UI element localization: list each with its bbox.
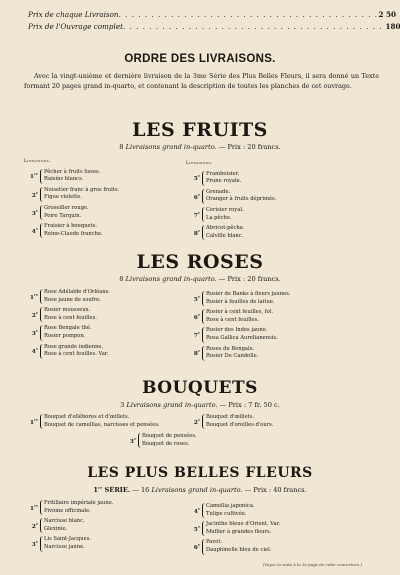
plate-title: Poire Tarquin.	[44, 212, 82, 219]
brace-group	[40, 289, 110, 304]
livraison-number-value: 5	[193, 296, 198, 303]
brace-group	[40, 344, 108, 359]
brace-group	[40, 325, 92, 340]
livraison-number	[186, 311, 202, 322]
livraison-number	[24, 207, 40, 218]
livraison-number-suffix: e	[35, 189, 38, 195]
livraison-number	[186, 329, 202, 340]
fleurs-serie-sup: re	[97, 485, 103, 490]
livraison-item	[24, 187, 119, 202]
fruits-col-left	[24, 157, 119, 241]
livraison-number	[24, 538, 40, 549]
livraison-item	[24, 223, 119, 238]
brace-group	[40, 187, 119, 202]
brace-group	[202, 521, 280, 536]
livraison-item	[24, 518, 113, 533]
plate-title: Pivoine officinale.	[44, 507, 91, 514]
livraison-number-value: 1	[30, 419, 34, 426]
livraison-item	[186, 309, 290, 324]
livraison-number-suffix: re	[33, 416, 38, 422]
price-label: Prix de chaque Livraison	[28, 10, 119, 19]
livraison-number-value: 4	[31, 228, 36, 235]
roses-title: LES ROSES	[136, 251, 264, 273]
livraison-number-value: 4	[193, 508, 198, 515]
livraison-number-value: 3	[31, 210, 36, 217]
fleurs-subtitle	[0, 485, 400, 494]
livraison-number	[186, 416, 202, 427]
livraison-number-suffix: re	[33, 171, 38, 177]
livraison-number	[24, 225, 40, 236]
livraison-item	[186, 503, 280, 518]
plate-title: Tulipe cultivée.	[206, 510, 247, 517]
ordre-title: ORDRE DES LIVRAISONS.	[124, 53, 276, 65]
livraison-number-value: 7	[193, 212, 198, 219]
livraison-number-suffix: e	[197, 505, 200, 511]
livraison-number-suffix: re	[33, 502, 38, 508]
brace-group	[40, 414, 160, 429]
livraison-number-suffix: e	[197, 416, 200, 422]
plate-title: Grenade.	[206, 188, 231, 195]
plate-title: Bouquet de roses.	[142, 440, 190, 447]
brace-group	[202, 309, 273, 324]
livraison-number	[186, 505, 202, 516]
livraison-number	[186, 191, 202, 202]
plate-title: Rose Bengale thé.	[44, 325, 92, 332]
livraison-number	[122, 435, 138, 446]
column-heading: Livraisons.	[186, 160, 213, 165]
livraison-number-value: 1	[30, 174, 34, 181]
livraison-number-suffix: e	[197, 524, 200, 530]
fruits-col-right	[186, 159, 276, 243]
fleurs-count: — 16	[130, 486, 152, 495]
plate-title: Rosa Gallica Aurelianensis.	[206, 334, 278, 341]
livraison-number-value: 3	[129, 438, 134, 445]
price-value: 2 50	[378, 10, 397, 19]
livraison-number-value: 5	[193, 176, 198, 183]
livraison-number	[186, 293, 202, 304]
plate-title: Dauphinelle bleu de ciel.	[206, 546, 272, 553]
plate-title: Muflier à grandes fleurs.	[206, 528, 272, 535]
brace-group	[202, 189, 276, 204]
plate-title: Figue violette.	[44, 194, 82, 201]
plate-title: Rosier des Indes jaune.	[206, 327, 268, 334]
brace-group	[40, 518, 85, 533]
plate-title: Rosier pompon.	[44, 332, 86, 339]
plate-title: Jacinthe bleue d'Orient. Var.	[206, 521, 281, 528]
livraison-number-value: 2	[31, 312, 36, 319]
livraison-number-suffix: e	[197, 312, 200, 318]
column-heading: Livraisons.	[24, 158, 51, 163]
livraison-number-value: 2	[31, 192, 36, 199]
livraison-number	[186, 523, 202, 534]
plate-title: Groseiller rouge.	[44, 204, 89, 211]
livraison-item	[24, 307, 110, 322]
bouquets-col-center	[122, 433, 197, 451]
plate-title: Bouquet d'oreilles d'ours.	[206, 421, 274, 428]
livraison-number-value: 6	[193, 194, 198, 201]
plate-title: Rosier De Candolle.	[206, 353, 259, 360]
plate-title: Framboisier.	[206, 170, 240, 177]
brace-group	[202, 207, 244, 222]
roses-price: — Prix : 20 francs.	[216, 275, 281, 283]
plate-title: Rose à cent feuilles.	[206, 316, 259, 323]
livraison-number-suffix: e	[197, 293, 200, 299]
brace-group	[40, 307, 97, 322]
bouquets-col-left	[24, 414, 160, 432]
plate-title: Rose à cent feuilles. Var.	[44, 351, 109, 358]
footnote: (Voyez la suite à la 3e page de cette couverture.)	[262, 562, 362, 567]
livraison-number	[24, 502, 40, 513]
livraison-number-suffix: e	[35, 328, 38, 334]
plate-title: Rose jaune de soufre.	[44, 296, 101, 303]
fleurs-title: LES PLUS BELLES FLEURS	[87, 465, 313, 481]
plate-title: Narcisse jaune.	[44, 543, 85, 550]
livraison-number	[24, 189, 40, 200]
livraison-number-suffix: e	[197, 191, 200, 197]
fleurs-format: Livraisons grand in-quarto.	[151, 486, 243, 495]
price-row-livraison	[28, 9, 397, 21]
roses-subtitle	[0, 275, 400, 283]
plate-title: Bouquet d'œillets.	[206, 414, 255, 420]
livraison-item	[24, 205, 119, 220]
livraison-item	[186, 327, 290, 342]
fruits-format: Livraisons grand in-quarto.	[125, 143, 217, 151]
plate-title: La pêche.	[206, 214, 232, 221]
livraison-item	[24, 289, 110, 304]
livraison-item	[186, 346, 290, 361]
livraison-number-value: 1	[30, 505, 34, 512]
bouquets-title: BOUQUETS	[142, 378, 258, 398]
livraison-number	[24, 291, 40, 302]
livraison-number	[24, 416, 40, 427]
plate-title: Roses du Bengale.	[206, 345, 255, 352]
livraison-number	[186, 347, 202, 358]
plate-title: Pavot.	[206, 539, 223, 546]
livraison-number	[24, 170, 40, 181]
livraison-number-suffix: e	[197, 209, 200, 215]
livraison-item	[24, 414, 160, 429]
fleurs-col-left	[24, 500, 113, 555]
livraison-number-suffix: e	[197, 542, 200, 548]
livraison-item	[24, 500, 113, 515]
livraison-number	[186, 541, 202, 552]
livraison-item	[24, 344, 110, 359]
plate-title: Calville blanc.	[206, 232, 244, 239]
fruits-count: 8	[119, 143, 126, 151]
fleurs-serie-word: SÉRIE.	[102, 486, 131, 495]
roses-count: 8	[119, 275, 126, 283]
livraison-item	[186, 521, 280, 536]
fleurs-price: — Prix : 40 francs.	[242, 486, 307, 495]
livraison-number-value: 4	[31, 349, 36, 356]
livraison-number-suffix: e	[133, 435, 136, 441]
livraison-number	[24, 309, 40, 320]
livraison-number-suffix: e	[197, 330, 200, 336]
plate-title: Noisetier franc à gros fruits.	[44, 186, 120, 193]
bouquets-count: 3	[120, 401, 127, 409]
plate-title: Bouquet de pensées.	[142, 433, 197, 439]
livraison-item	[24, 325, 110, 340]
plate-title: Raisins blancs.	[44, 176, 84, 183]
livraison-number-value: 3	[31, 331, 36, 338]
livraison-item	[186, 414, 274, 429]
plate-title: Rosier à feuilles de laitue.	[206, 298, 275, 305]
livraison-number-suffix: e	[35, 207, 38, 213]
plate-title: Glexinie.	[44, 525, 68, 532]
plate-title: Fritillaire impériale jaune.	[44, 500, 114, 506]
bouquets-col-right	[186, 414, 274, 432]
plate-title: Rosier mousseux.	[44, 307, 91, 314]
plate-title: Oranger à fruits déprimés.	[206, 196, 277, 203]
livraison-number-suffix: e	[35, 226, 38, 232]
plate-title: Rosier de Banks à fleurs jaunes.	[206, 291, 291, 297]
leader-dots: . . . . . . . . . . . . . . . . . . . . . . . . . . . . . . . . . . . . . . . .	[118, 10, 379, 19]
livraison-item	[186, 189, 276, 204]
brace-group	[202, 503, 255, 518]
livraison-number	[186, 209, 202, 220]
plate-title: Rosier à cent feuilles, fol.	[206, 309, 274, 316]
plate-title: Lis Saint-Jacques.	[44, 536, 92, 543]
brace-group	[40, 536, 91, 551]
livraison-number	[186, 227, 202, 238]
plate-title: Camellia japonica.	[206, 503, 255, 509]
livraison-number-value: 2	[193, 419, 198, 426]
brace-group	[202, 539, 271, 554]
fruits-title: LES FRUITS	[132, 119, 268, 141]
bouquets-format: Livraisons grand in-quarto.	[126, 401, 218, 409]
plate-title: Narcisse blanc.	[44, 518, 85, 525]
brace-group	[202, 414, 274, 429]
bouquets-price: — Prix : 7 fr. 50 c.	[217, 401, 280, 409]
livraison-item	[24, 536, 113, 551]
livraison-number	[24, 520, 40, 531]
plate-title: Fraisier à bouquets.	[44, 223, 98, 230]
plate-title: Reine-Claude franche.	[44, 230, 103, 237]
brace-group	[202, 291, 290, 306]
brace-group	[138, 433, 197, 448]
brace-group	[202, 171, 241, 186]
livraison-number-value: 1	[30, 294, 34, 301]
plate-title: Pêcher à fruits lisses.	[44, 168, 101, 175]
livraison-number-suffix: e	[35, 521, 38, 527]
livraison-number-suffix: e	[197, 228, 200, 234]
fleurs-serie-num: 1	[93, 486, 98, 495]
livraison-number-value: 2	[31, 523, 36, 530]
plate-title: Bouquet de camellias, narcisses et pensées.	[44, 421, 160, 428]
livraison-number-value: 6	[193, 545, 198, 552]
livraison-number-value: 5	[193, 526, 198, 533]
price-list	[28, 9, 400, 33]
price-label: Prix de l'Ouvrage complet	[28, 22, 123, 31]
plate-title: Rose grande indienne.	[44, 343, 104, 350]
livraison-number-value: 6	[193, 314, 198, 321]
livraison-number-suffix: e	[197, 173, 200, 179]
brace-group	[40, 500, 113, 515]
livraison-item	[24, 169, 119, 184]
brace-group	[40, 223, 103, 238]
plate-title: Abricot-pêche.	[206, 225, 245, 232]
roses-col-left	[24, 289, 110, 362]
brace-group	[202, 327, 278, 342]
bouquets-subtitle	[0, 401, 400, 409]
price-value: 180	[385, 22, 400, 31]
plate-title: Rose Adélaïde d'Orléans.	[44, 289, 110, 295]
livraison-number-value: 8	[193, 230, 198, 237]
livraison-number-value: 3	[31, 542, 36, 549]
livraison-item	[186, 207, 276, 222]
livraison-number-suffix: e	[35, 346, 38, 352]
livraison-number-suffix: re	[33, 291, 38, 297]
livraison-number-suffix: e	[35, 310, 38, 316]
plate-title: Cerisier royal.	[206, 206, 244, 213]
livraison-number-value: 7	[193, 333, 198, 340]
intro-paragraph: Avec la vingt-unième et dernière livraison de la 3me Série des Plus Belles Fleurs, il sera donné un Texte formant 20 pages grand in-quarto, et contenant la description de toutes les planches de cet ouvrage.	[24, 72, 379, 90]
livraison-item	[186, 291, 290, 306]
livraison-number-suffix: e	[197, 348, 200, 354]
livraison-number	[24, 345, 40, 356]
price-row-ouvrage	[28, 21, 400, 33]
livraison-item	[186, 171, 276, 186]
brace-group	[202, 346, 258, 361]
livraison-number-value: 8	[193, 351, 198, 358]
fruits-subtitle	[0, 143, 400, 151]
plate-title: Rose à cent feuilles.	[44, 314, 97, 321]
fleurs-col-right	[186, 503, 280, 558]
plate-title: Prune royale.	[206, 178, 242, 185]
fruits-price: — Prix : 20 francs.	[216, 143, 281, 151]
livraison-number	[24, 327, 40, 338]
livraison-item	[122, 433, 197, 448]
brace-group	[40, 169, 100, 184]
brace-group	[202, 225, 244, 240]
roses-format: Livraisons grand in-quarto.	[125, 275, 217, 283]
livraison-item	[186, 225, 276, 240]
leader-dots: . . . . . . . . . . . . . . . . . . . . . . . . . . . . . . . . . . . . . . . .	[122, 22, 383, 31]
plate-title: Bouquet d'ellébores et d'œillets.	[44, 414, 130, 420]
brace-group	[40, 205, 89, 220]
roses-col-right	[186, 291, 290, 364]
livraison-number-suffix: e	[35, 539, 38, 545]
livraison-number	[186, 172, 202, 183]
livraison-item	[186, 539, 280, 554]
